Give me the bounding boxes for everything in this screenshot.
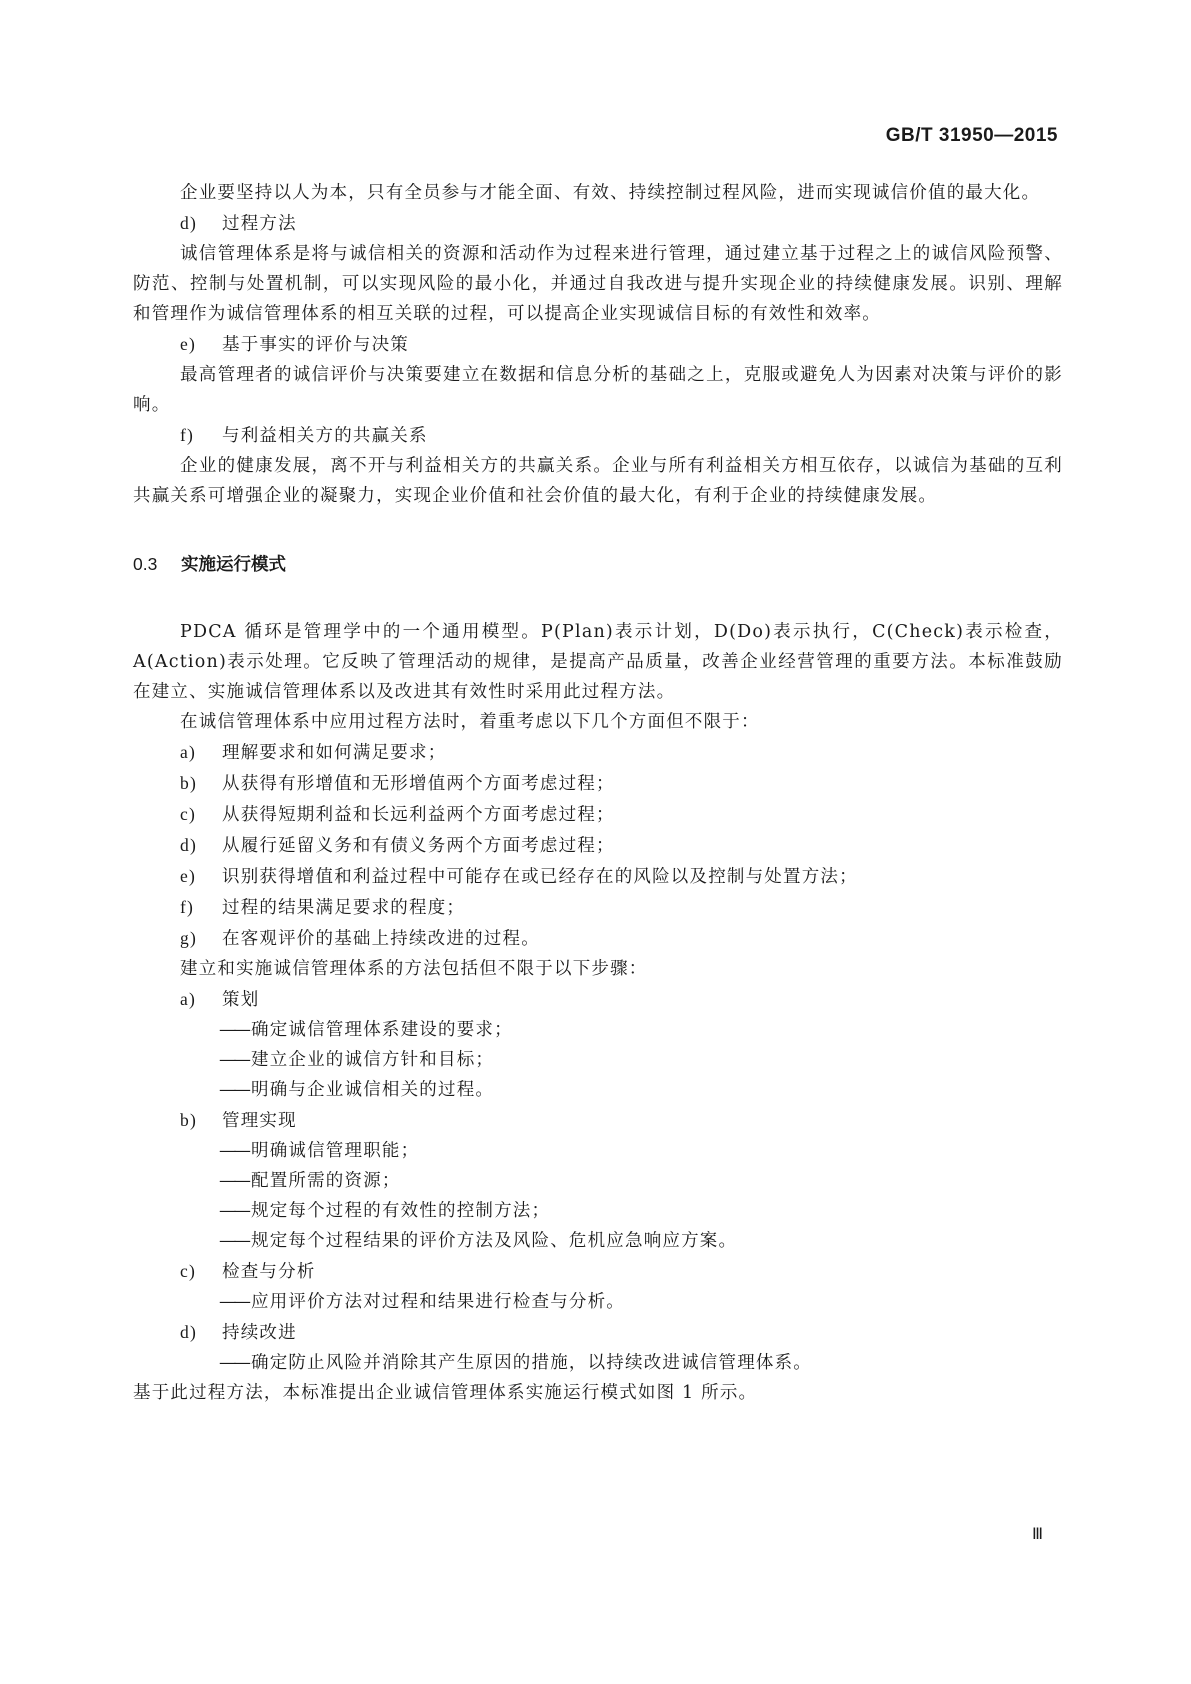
list-item: f) 过程的结果满足要求的程度；: [180, 897, 466, 918]
list-item: b) 从获得有形增值和无形增值两个方面考虑过程；: [180, 773, 615, 794]
principle-text: 诚信管理体系是将与诚信相关的资源和活动作为过程来进行管理，通过建立基于过程之上的诚信风险预警、防范、控制与处置机制，可以实现风险的最小化，并通过自我改进与提升实现企业的持续健康发展。识别、理解和管理作为诚信管理体系的相互关联的过程，可以提高企业实现诚信目标的有效性和效率。: [133, 244, 1063, 324]
item-title: 基于事实的评价与决策: [222, 335, 409, 355]
document-body: [133, 178, 1063, 1408]
step-item: c) 检查与分析: [180, 1261, 316, 1282]
page-number: Ⅲ: [1032, 1526, 1044, 1543]
step-item: a) 策划: [180, 989, 260, 1010]
principle-e: [133, 329, 1063, 420]
item-title: 过程方法: [222, 214, 297, 234]
section-title: 实施运行模式: [181, 554, 286, 574]
apply-intro: 在诚信管理体系中应用过程方法时，着重考虑以下几个方面但不限于：: [180, 712, 760, 732]
section-heading: [133, 549, 1063, 579]
list-item: a) 理解要求和如何满足要求；: [180, 742, 447, 763]
sub-item: —— 明确与企业诚信相关的过程。: [219, 1080, 495, 1100]
standard-code-header: GB/T 31950—2015: [885, 125, 1058, 146]
sub-item: —— 确定诚信管理体系建设的要求；: [219, 1020, 513, 1040]
item-label: e): [180, 334, 196, 354]
intro-paragraph: 企业要坚持以人为本，只有全员参与才能全面、有效、持续控制过程风险，进而实现诚信价值的最大化。: [180, 183, 1041, 203]
sub-item: —— 配置所需的资源；: [219, 1171, 401, 1191]
sub-item: —— 明确诚信管理职能；: [219, 1141, 420, 1161]
principle-text: 企业的健康发展，离不开与利益相关方的共赢关系。企业与所有利益相关方相互依存，以诚信为基础的互利共赢关系可增强企业的凝聚力，实现企业价值和社会价值的最大化，有利于企业的持续健康发展。: [133, 456, 1063, 506]
principle-f: [133, 420, 1063, 511]
sub-item: —— 建立企业的诚信方针和目标；: [219, 1050, 495, 1070]
step-item: b) 管理实现: [180, 1110, 297, 1131]
section-number: 0.3: [133, 554, 158, 574]
list-item: e) 识别获得增值和利益过程中可能存在或已经存在的风险以及控制与处置方法；: [180, 866, 858, 887]
sub-item: —— 确定防止风险并消除其产生原因的措施，以持续改进诚信管理体系。: [219, 1353, 812, 1373]
list-item: c) 从获得短期利益和长远利益两个方面考虑过程；: [180, 804, 615, 825]
item-title: 与利益相关方的共赢关系: [222, 426, 428, 446]
steps-list: [133, 984, 1063, 1378]
principle-text: 最高管理者的诚信评价与决策要建立在数据和信息分析的基础之上，克服或避免人为因素对决策与评价的影响。: [133, 365, 1063, 415]
sub-item: —— 应用评价方法对过程和结果进行检查与分析。: [219, 1292, 625, 1312]
closing-paragraph: 基于此过程方法，本标准提出企业诚信管理体系实施运行模式如图 1 所示。: [133, 1383, 758, 1403]
list-item: g) 在客观评价的基础上持续改进的过程。: [180, 928, 540, 949]
item-label: d): [180, 213, 197, 233]
pdca-paragraph: PDCA 循环是管理学中的一个通用模型。P(Plan)表示计划，D(Do)表示执行，C(Check)表示检查，A(Action)表示处理。它反映了管理活动的规律，是提高产品质量，改善企业经营管理的重要方法。本标准鼓励在建立、实施诚信管理体系以及改进其有效性时采用此过程方法。: [133, 622, 1063, 702]
sub-item: —— 规定每个过程的有效性的控制方法；: [219, 1201, 551, 1221]
steps-intro: 建立和实施诚信管理体系的方法包括但不限于以下步骤：: [180, 959, 648, 979]
sub-item: —— 规定每个过程结果的评价方法及风险、危机应急响应方案。: [219, 1231, 738, 1251]
apply-list: [133, 737, 1063, 954]
item-label: f): [180, 425, 195, 445]
step-item: d) 持续改进: [180, 1322, 297, 1343]
principle-d: [133, 208, 1063, 329]
list-item: d) 从履行延留义务和有债义务两个方面考虑过程；: [180, 835, 615, 856]
